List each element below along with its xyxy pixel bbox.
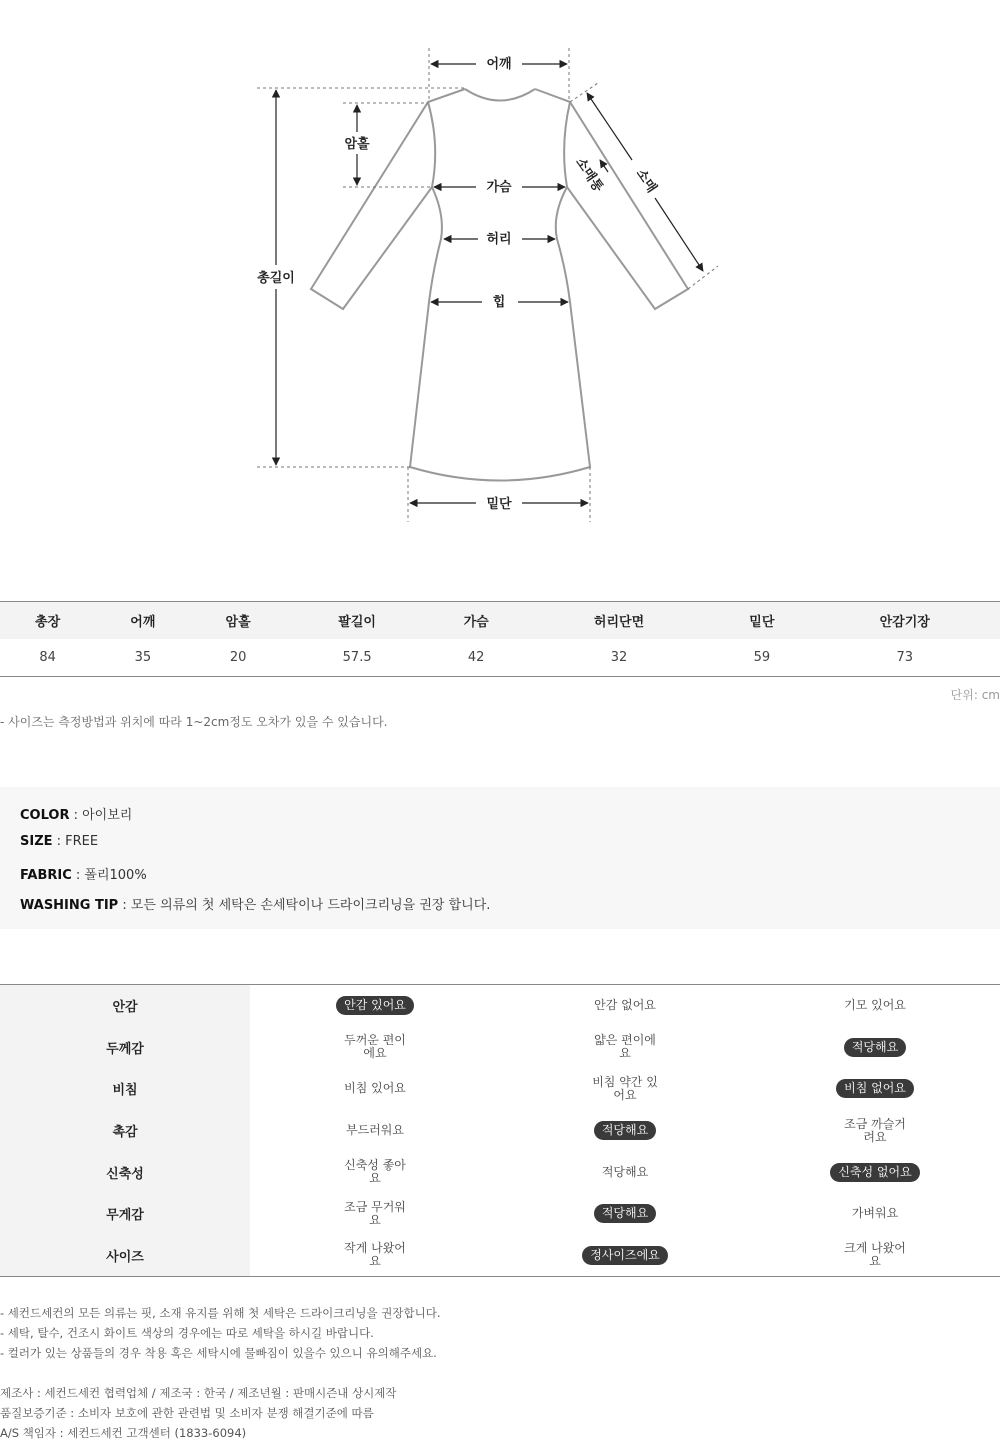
feel-label: 비침 bbox=[0, 1068, 250, 1110]
size-table bbox=[0, 601, 1000, 677]
feel-option: 작게 나왔어요 bbox=[344, 1241, 406, 1269]
care-note: - 세컨드세컨의 모든 의류는 핏, 소재 유지를 위해 첫 세탁은 드라이크리닝을 권장합니다. bbox=[0, 1306, 441, 1320]
feel-row-thickness bbox=[0, 1027, 1000, 1069]
feel-row-size bbox=[0, 1235, 1000, 1277]
feel-option: 비침 없어요 bbox=[836, 1079, 914, 1098]
feel-label: 사이즈 bbox=[0, 1235, 250, 1277]
size-value: 32 bbox=[524, 639, 714, 677]
info-fabric bbox=[20, 864, 147, 883]
label-total-length: 총길이 bbox=[257, 271, 295, 286]
feel-option: 정사이즈에요 bbox=[582, 1246, 668, 1265]
feel-option: 조금 무거워요 bbox=[344, 1199, 406, 1227]
label-armhole: 암홀 bbox=[344, 137, 370, 152]
size-value: 57.5 bbox=[286, 639, 429, 677]
label-shoulder: 어깨 bbox=[486, 57, 512, 72]
feel-row-texture bbox=[0, 1110, 1000, 1152]
label-hip: 힙 bbox=[492, 295, 506, 310]
feel-row-sheerness bbox=[0, 1068, 1000, 1110]
size-table-row bbox=[0, 639, 1000, 677]
info-size-value: : FREE bbox=[52, 834, 99, 849]
fabric-feel-table bbox=[0, 984, 1000, 1277]
feel-option: 안감 없어요 bbox=[594, 998, 656, 1013]
info-fabric-key: FABRIC bbox=[20, 868, 72, 883]
feel-option: 적당해요 bbox=[601, 1164, 649, 1179]
feel-option: 두꺼운 편이에요 bbox=[344, 1033, 406, 1061]
feel-label: 촉감 bbox=[0, 1110, 250, 1152]
feel-option: 적당해요 bbox=[594, 1121, 656, 1140]
info-color bbox=[20, 804, 132, 823]
feel-row-lining bbox=[0, 985, 1000, 1027]
as-contact-info: A/S 책임자 : 세컨드세컨 고객센터 (1833-6094) bbox=[0, 1426, 247, 1440]
size-header: 밑단 bbox=[714, 602, 809, 640]
feel-option: 조금 까슬거려요 bbox=[844, 1116, 906, 1144]
feel-option: 부드러워요 bbox=[346, 1123, 404, 1138]
feel-label: 신축성 bbox=[0, 1151, 250, 1193]
guide-lines bbox=[257, 48, 718, 522]
dress-outline-svg bbox=[0, 0, 1000, 540]
size-header: 암홀 bbox=[190, 602, 285, 640]
feel-label: 두께감 bbox=[0, 1027, 250, 1069]
feel-option: 적당해요 bbox=[844, 1038, 906, 1057]
feel-option: 신축성 없어요 bbox=[830, 1163, 919, 1182]
info-size bbox=[20, 834, 98, 849]
unit-label: 단위: cm bbox=[950, 688, 1000, 702]
feel-row-weight bbox=[0, 1193, 1000, 1235]
feel-label: 안감 bbox=[0, 985, 250, 1027]
feel-option: 적당해요 bbox=[594, 1204, 656, 1223]
info-washing-value: : 모든 의류의 첫 세탁은 손세탁이나 드라이크리닝을 권장 합니다. bbox=[118, 898, 491, 913]
feel-option: 비침 약간 있어요 bbox=[592, 1074, 658, 1102]
feel-option: 비침 있어요 bbox=[344, 1081, 406, 1096]
feel-label: 무게감 bbox=[0, 1193, 250, 1235]
care-note: - 세탁, 탈수, 건조시 화이트 색상의 경우에는 따로 세탁을 하시길 바랍니다. bbox=[0, 1326, 374, 1340]
info-fabric-value: : 폴리100% bbox=[71, 868, 147, 883]
label-waist: 허리 bbox=[486, 232, 512, 247]
size-header: 총장 bbox=[0, 602, 95, 640]
garment-measurement-diagram bbox=[0, 0, 1000, 540]
size-header: 허리단면 bbox=[524, 602, 714, 640]
size-value: 35 bbox=[95, 639, 190, 677]
size-value: 42 bbox=[429, 639, 524, 677]
size-value: 20 bbox=[190, 639, 285, 677]
label-chest: 가슴 bbox=[486, 180, 512, 195]
label-sleeve-width: 소매통 bbox=[572, 155, 606, 195]
feel-option: 크게 나왔어요 bbox=[844, 1241, 906, 1269]
info-washing-key: WASHING TIP bbox=[20, 898, 119, 913]
care-note: - 컬러가 있는 상품들의 경우 착용 혹은 세탁시에 물빠짐이 있을수 있으니 유의해주세요. bbox=[0, 1346, 437, 1360]
measure-arrows bbox=[276, 64, 703, 503]
product-info-box bbox=[0, 787, 1000, 929]
manufacturer-info: 제조사 : 세컨드세컨 협력업체 / 제조국 : 한국 / 제조년월 : 판매시즌내 상시제작 bbox=[0, 1386, 397, 1400]
size-value: 84 bbox=[0, 639, 95, 677]
info-size-key: SIZE bbox=[20, 834, 53, 849]
size-header: 팔길이 bbox=[286, 602, 429, 640]
size-header: 가슴 bbox=[429, 602, 524, 640]
feel-option: 가벼워요 bbox=[851, 1206, 899, 1221]
feel-option: 안감 있어요 bbox=[336, 996, 414, 1015]
size-header: 어깨 bbox=[95, 602, 190, 640]
label-hem: 밑단 bbox=[486, 497, 512, 512]
size-table-header-row bbox=[0, 602, 1000, 640]
feel-row-stretch bbox=[0, 1151, 1000, 1193]
size-value: 73 bbox=[809, 639, 1000, 677]
label-sleeve: 소매 bbox=[632, 166, 660, 196]
size-header: 안감기장 bbox=[809, 602, 1000, 640]
feel-option: 얇은 편이에요 bbox=[594, 1033, 656, 1061]
info-color-key: COLOR bbox=[20, 808, 70, 823]
size-note: - 사이즈는 측정방법과 위치에 따라 1~2cm정도 오차가 있을 수 있습니다. bbox=[0, 715, 388, 729]
size-value: 59 bbox=[714, 639, 809, 677]
feel-option: 신축성 좋아요 bbox=[344, 1158, 406, 1186]
feel-option: 기모 있어요 bbox=[844, 998, 906, 1013]
info-color-value: : 아이보리 bbox=[69, 808, 133, 823]
info-washing bbox=[20, 894, 490, 913]
warranty-info: 품질보증기준 : 소비자 보호에 관한 관련법 및 소비자 분쟁 해결기준에 따름 bbox=[0, 1406, 374, 1420]
